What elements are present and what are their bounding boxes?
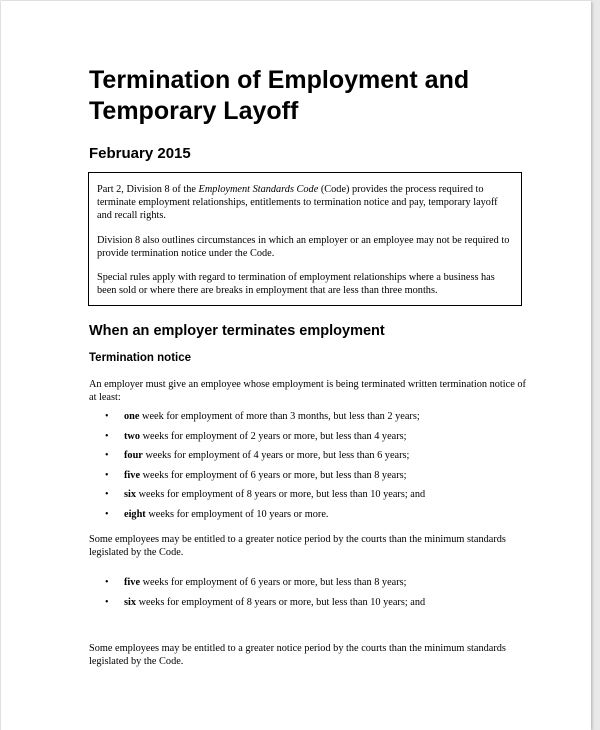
bullet-icon: • — [105, 596, 109, 608]
bullet-icon: • — [105, 508, 109, 520]
list-item — [89, 488, 425, 508]
list-item — [89, 508, 425, 528]
notice-detail: weeks for employment of 8 years or more, but less than 10 years; and — [136, 596, 426, 608]
subsection-heading: Termination notice — [89, 352, 192, 364]
bullet-icon: • — [105, 469, 109, 481]
section-heading: When an employer terminates employment — [89, 323, 385, 339]
summary-p1-before: Part 2, Division 8 of the — [97, 184, 199, 195]
notice-detail: weeks for employment of 2 years or more, but less than 4 years; — [140, 430, 407, 442]
list-item — [89, 596, 425, 616]
notice-detail: weeks for employment of 6 years or more, but less than 8 years; — [140, 469, 407, 481]
title-line-1: Termination of Employment and — [89, 66, 470, 94]
code-name-italic: Employment Standards Code — [198, 184, 319, 195]
courts-paragraph-1: Some employees may be entitled to a greater notice period by the courts than the minimum standards legislated by the Code. — [89, 534, 506, 558]
notice-term: six — [124, 489, 137, 500]
notice-term: two — [124, 430, 141, 442]
bullet-icon: • — [105, 450, 109, 461]
notice-detail: weeks for employment of 10 years or more. — [145, 508, 329, 520]
courts-paragraph-2: Some employees may be entitled to a greater notice period by the courts than the minimum standards legislated by the Code. — [89, 643, 506, 667]
summary-paragraph-2: Division 8 also outlines circumstances in which an employer or an employee may not be required to provide termination notice under the Code. — [97, 235, 510, 259]
notice-list-1 — [89, 410, 425, 527]
list-item — [89, 469, 425, 489]
bullet-icon: • — [105, 577, 109, 588]
title-line-2: Temporary Layoff — [89, 97, 299, 125]
notice-term: one — [124, 411, 140, 422]
notice-term: eight — [124, 508, 146, 520]
notice-detail: weeks for employment of 4 years or more, but less than 6 years; — [142, 450, 410, 461]
summary-paragraph-3: Special rules apply with regard to termination of employment relationships where a business has been sold or where there are breaks in employment that are less than three months. — [97, 272, 495, 296]
list-item — [89, 576, 425, 596]
bullet-icon: • — [105, 489, 109, 500]
summary-paragraph-1 — [97, 183, 513, 222]
summary-p1-after: (Code) provides the process required to terminate employment relationships, entitlements to termination notice and pay, temporary layoff and recall rights. — [97, 184, 498, 221]
document-date: February 2015 — [89, 145, 191, 162]
intro-paragraph: An employer must give an employee whose employment is being terminated written termination notice of at least: — [89, 379, 526, 403]
notice-list-2 — [89, 576, 425, 615]
list-item — [89, 449, 425, 469]
document-page — [1, 1, 591, 730]
notice-term: five — [124, 577, 141, 588]
notice-term: five — [124, 469, 141, 481]
notice-term: four — [124, 450, 143, 461]
notice-detail: week for employment of more than 3 months, but less than 2 years; — [139, 411, 420, 422]
notice-detail: weeks for employment of 6 years or more, but less than 8 years; — [140, 577, 407, 588]
bullet-icon: • — [105, 411, 109, 422]
list-item — [89, 410, 425, 430]
bullet-icon: • — [105, 430, 109, 442]
list-item — [89, 430, 425, 450]
notice-term: six — [124, 596, 137, 608]
notice-detail: weeks for employment of 8 years or more, but less than 10 years; and — [136, 489, 426, 500]
document-title — [89, 65, 549, 127]
summary-box — [88, 172, 522, 306]
